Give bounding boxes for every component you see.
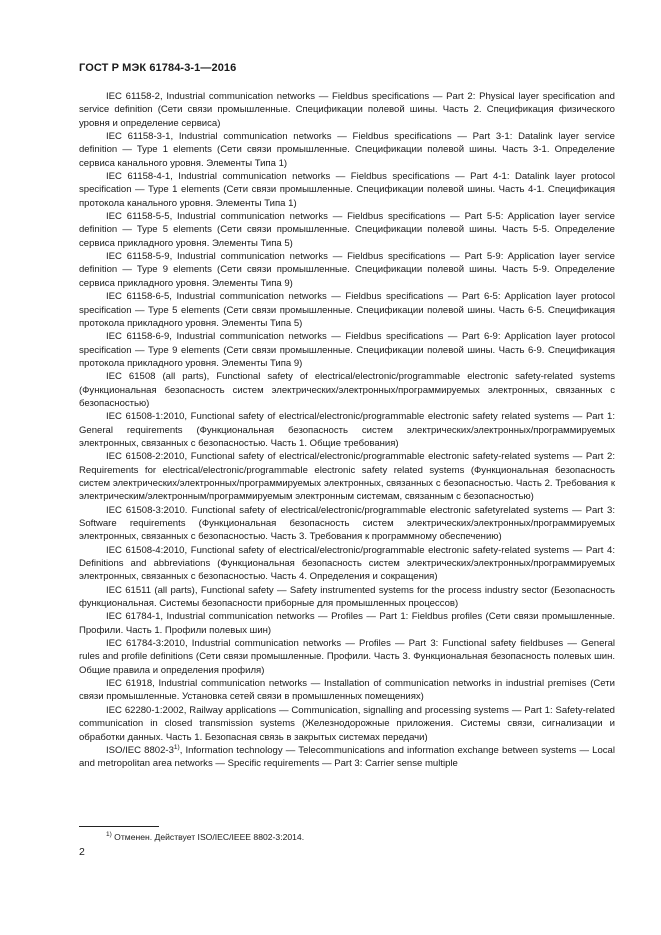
footnote-number: 1) [106,831,112,839]
reference-entry: IEC 61508-2:2010, Functional safety of electrical/electronic/programmable electronic safety-related systems — Part 2: Requirements for electrical/electronic/programmable electronic safety related systems (Функциональная безопасность систем электрических/электронных/программируемых электронных, связанных с безопасностью. Часть 2. Требования к электрическим/электронным/программируемым электронным системам, связанным с безопасностью) [79,451,615,503]
reference-entry: IEC 62280-1:2002, Railway applications — Communication, signalling and processing systems — Part 1: Safety-related communication in closed transmission systems (Железнодорожные приложения. Системы связи, сигнализации и обработки данных. Часть 1. Безопасная связь в закрытых системах передачи) [79,704,615,743]
reference-entry: IEC 61508-3:2010. Functional safety of electrical/electronic/programmable electronic safetyrelated systems — Part 3: Software requirements (Функциональная безопасность систем электрических/электронных/программируемых электронных, связанных с безопасностью. Часть 3. Требования к программному обеспечению) [79,504,615,543]
reference-entry: IEC 61511 (all parts), Functional safety — Safety instrumented systems for the process industry sector (Безопасность функциональная. Системы безопасности приборные для промышленных процессов) [79,584,615,610]
footnote-divider [79,826,159,827]
page-number: 2 [79,846,85,858]
reference-entry: IEC 61508 (all parts), Functional safety of electrical/electronic/programmable electronic safety-related systems (Функциональная безопасность систем электрических/электронных/программируемых электронных, связанных с безопасностью) [79,371,615,409]
reference-entry: IEC 61158-3-1, Industrial communication networks — Fieldbus specifications — Part 3-1: Datalink layer service definition — Type 1 elements (Сети связи промышленные. Спецификации полевой шины. Часть 3-1. Определение сервиса канального уровня. Элементы Типа 1) [79,131,615,169]
footnote [106,832,304,843]
footnote-text: Отменен. Действует ISO/IEC/IEEE 8802-3:2014. [114,832,305,842]
reference-entry: IEC 61158-4-1, Industrial communication networks — Fieldbus specifications — Part 4-1: Datalink layer protocol specification — Type 1 elements (Сети связи промышленные. Спецификации полевой шины. Часть 4-1. Спецификация протокола канального уровня. Элементы Типа 1) [79,171,615,209]
reference-entry: IEC 61158-2, Industrial communication networks — Fieldbus specifications — Part 2: Physical layer specification and service definition (Сети связи промышленные. Спецификации полевой шины. Часть 2. Спецификация физического уровня и определение сервиса) [79,91,615,129]
document-header: ГОСТ Р МЭК 61784-3-1—2016 [79,62,237,74]
reference-entry: IEC 61508-4:2010, Functional safety of electrical/electronic/programmable electronic safety-related systems — Part 4: Definitions and abbreviations (Функциональная безопасность систем электрических/электронных/программируемых электронных, связанных с безопасностью. Часть 4. Определения и сокращения) [79,544,615,583]
reference-entry: IEC 61508-1:2010, Functional safety of electrical/electronic/programmable electronic safety related systems — Part 1: General requirements (Функциональная безопасность систем электрических/электронных/программируемых электронных, связанных с безопасностью. Часть 1. Общие требования) [79,411,615,449]
reference-title: , Information technology — Telecommunications and information exchange between systems — Local and metropolitan area networks — Specific requirements — Part 3: Carrier sense multiple [79,744,615,770]
reference-code: ISO/IEC 8802-3 [106,744,174,756]
reference-entry: IEC 61918, Industrial communication networks — Installation of communication networks in industrial premises (Сети связи промышленные. Установка сетей связи в промышленных помещениях) [79,678,615,703]
reference-entry: IEC 61158-5-9, Industrial communication networks — Fieldbus specifications — Part 5-9: Application layer service definition — Type 9 elements (Сети связи промышленные. Спецификации полевой шины. Часть 5-9. Определение сервиса прикладного уровня. Элементы Типа 9) [79,251,615,289]
reference-entry: IEC 61784-1, Industrial communication networks — Profiles — Part 1: Fieldbus profiles (Сети связи промышленные. Профили. Часть 1. Профили полевых шин) [79,611,615,636]
reference-entry: IEC 61784-3:2010, Industrial communication networks — Profiles — Part 3: Functional safety fieldbuses — General rules and profile definitions (Сети связи промышленные. Профили. Часть 3. Функциональная безопасность полевых шин. Общие правила и определения профиля) [79,638,615,676]
reference-entry-last [79,744,615,771]
references-list [79,90,615,771]
reference-entry: IEC 61158-6-5, Industrial communication networks — Fieldbus specifications — Part 6-5: Application layer protocol specification — Type 5 elements (Сети связи промышленные. Спецификации полевой шины. Часть 6-5. Спецификация протокола прикладного уровня. Элементы Типа 5) [79,291,615,329]
reference-entry: IEC 61158-5-5, Industrial communication networks — Fieldbus specifications — Part 5-5: Application layer service definition — Type 5 elements (Сети связи промышленные. Спецификации полевой шины. Часть 5-5. Определение сервиса прикладного уровня. Элементы Типа 5) [79,211,615,249]
footnote-marker[interactable]: 1) [173,743,180,751]
reference-entry: IEC 61158-6-9, Industrial communication networks — Fieldbus specifications — Part 6-9: Application layer protocol specification — Type 9 elements (Сети связи промышленные. Спецификации полевой шины. Часть 6-9. Спецификация протокола прикладного уровня. Элементы Типа 9) [79,331,615,369]
